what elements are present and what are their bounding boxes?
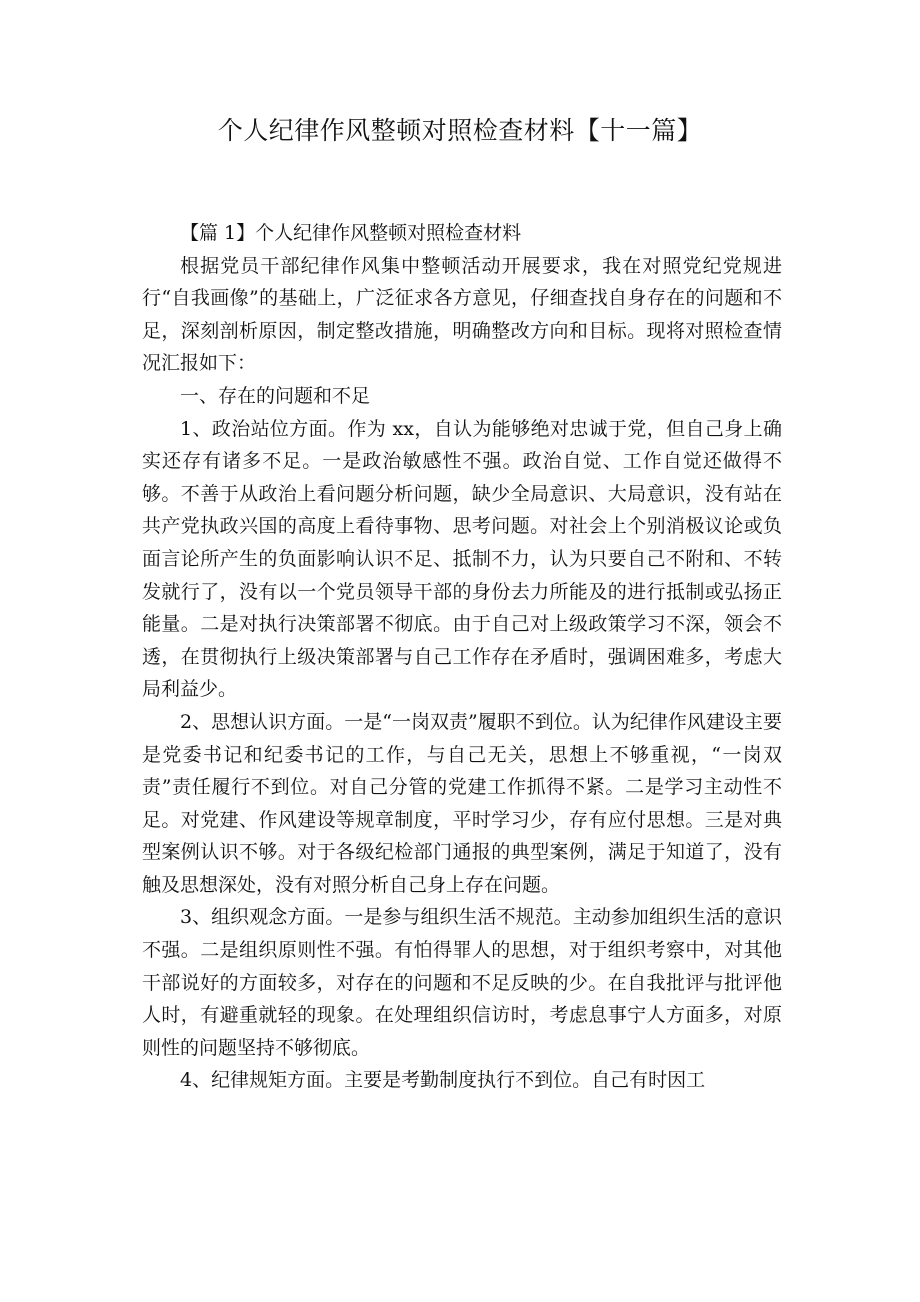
section-heading: 一、存在的问题和不足 bbox=[180, 384, 371, 407]
paragraph-ideological-awareness: 2、思想认识方面。一是“一岗双责”履职不到位。认为纪律作风建设主要是党委书记和纪委书记的工作，与自己无关，思想上不够重视，“一岗双责”责任履行不到位。对自己分管的党建工作抓得不紧。二是学习主动性不足。对党建、作风建设等规章制度，平时学习少，存有应付思想。三是对典型案例认识不够。对于各级纪检部门通报的典型案例，满足于知道了，没有触及思想深处，没有对照分析自己身上存在问题。 bbox=[142, 710, 782, 896]
document-body bbox=[142, 217, 782, 1097]
chapter-heading: 【篇 1】个人纪律作风整顿对照检查材料 bbox=[180, 222, 522, 244]
intro-paragraph: 根据党员干部纪律作风集中整顿活动开展要求，我在对照党纪党规进行“自我画像”的基础上，广泛征求各方意见，仔细查找自身存在的问题和不足，深刻剖析原因，制定整改措施，明确整改方向和目标。现将对照检查情况汇报如下： bbox=[142, 254, 782, 375]
document-title: 个人纪律作风整顿对照检查材料【十一篇】 bbox=[217, 116, 703, 145]
paragraph-organizational-concept: 3、组织观念方面。一是参与组织生活不规范。主动参加组织生活的意识不强。二是组织原则性不强。有怕得罪人的思想，对于组织考察中，对其他干部说好的方面较多，对存在的问题和不足反映的少。在自我批评与批评他人时，有避重就轻的现象。在处理组织信访时，考虑息事宁人方面多，对原则性的问题坚持不够彻底。 bbox=[142, 906, 782, 1059]
paragraph-discipline-rules: 4、纪律规矩方面。主要是考勤制度执行不到位。自己有时因工 bbox=[180, 1069, 706, 1092]
paragraph-political-stance: 1、政治站位方面。作为 xx，自认为能够绝对忠诚于党，但自己身上确实还存有诸多不足。一是政治敏感性不强。政治自觉、工作自觉还做得不够。不善于从政治上看问题分析问题，缺少全局意识、大局意识，没有站在共产党执政兴国的高度上看待事物、思考问题。对社会上个别消极议论或负面言论所产生的负面影响认识不足、抵制不力，认为只要自己不附和、不转发就行了，没有以一个党员领导干部的身份去力所能及的进行抵制或弘扬正能量。二是对执行决策部署不彻底。由于自己对上级政策学习不深，领会不透，在贯彻执行上级决策部署与自己工作存在矛盾时，强调困难多，考虑大局利益少。 bbox=[142, 417, 782, 701]
